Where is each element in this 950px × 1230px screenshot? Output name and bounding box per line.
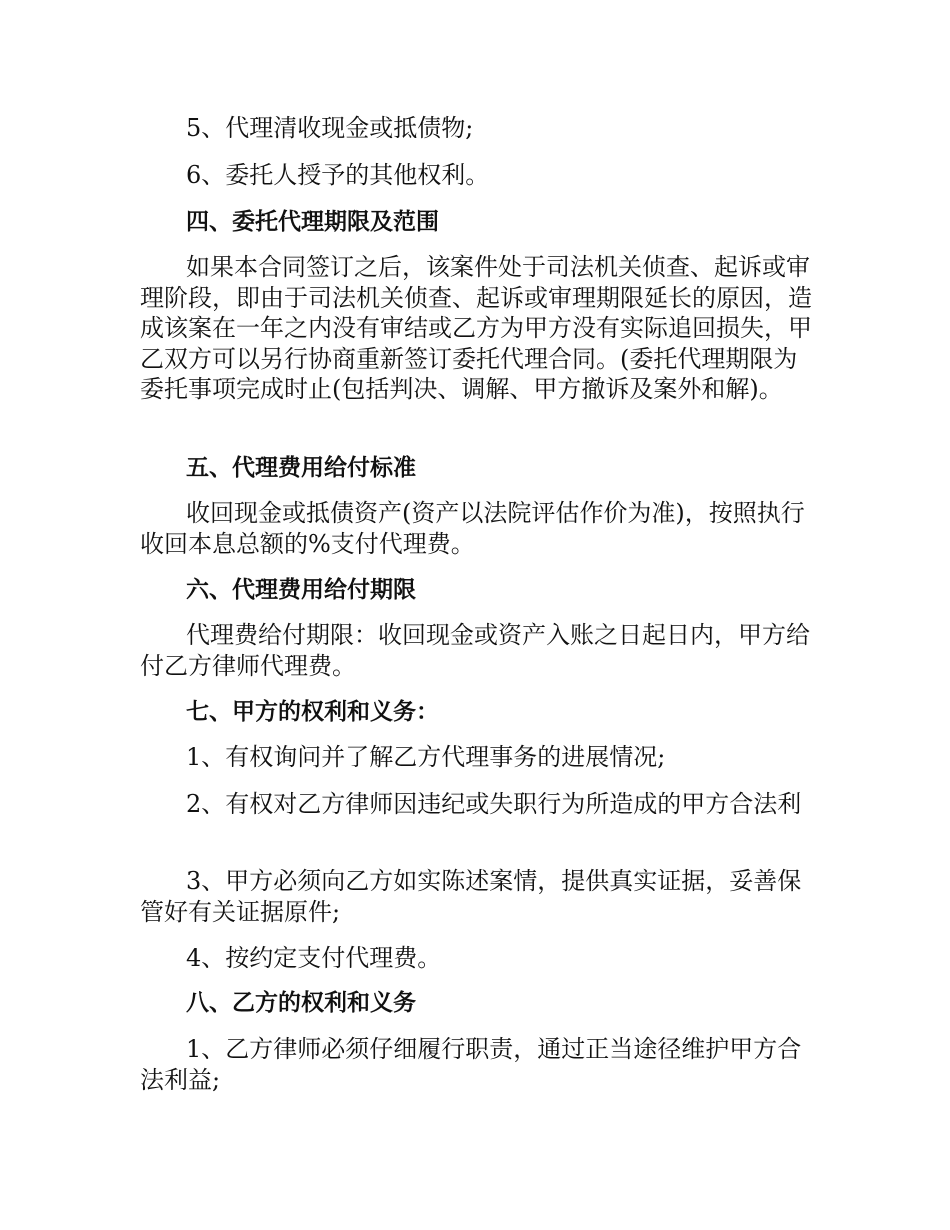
section-heading-8: 八、乙方的权利和义务 bbox=[186, 990, 416, 1016]
section-6-paragraph: 代理费给付期限：收回现金或资产入账之日起日内，甲方给付乙方律师代理费。 bbox=[140, 621, 810, 680]
section-heading-6: 六、代理费用给付期限 bbox=[186, 577, 416, 603]
section-7-item-4: 4、按约定支付代理费。 bbox=[186, 944, 442, 972]
section-4-paragraph: 如果本合同签订之后，该案件处于司法机关侦查、起诉或审理阶段，即由于司法机关侦查、起诉或审理期限延长的原因，造成该案在一年之内没有审结或乙方为甲方没有实际追回损失，甲乙双方可以另行协商重新签订委托代理合同。(委托代理期限为委托事项完成时止(包括判决、调解、甲方撤诉及案外和解)。 bbox=[140, 253, 812, 403]
section-7-item-2: 2、有权对乙方律师因违纪或失职行为所造成的甲方合法利 bbox=[186, 790, 802, 818]
section-7-item-1: 1、有权询问并了解乙方代理事务的进展情况; bbox=[186, 743, 666, 771]
section-5-paragraph: 收回现金或抵债资产(资产以法院评估作价为准)，按照执行收回本息总额的%支付代理费。 bbox=[140, 499, 805, 558]
section-heading-4: 四、委托代理期限及范围 bbox=[186, 209, 439, 235]
clause-item-6: 6、委托人授予的其他权利。 bbox=[186, 161, 490, 189]
section-8-item-1: 1、乙方律师必须仔细履行职责，通过正当途径维护甲方合法利益; bbox=[140, 1035, 802, 1094]
section-7-item-3: 3、甲方必须向乙方如实陈述案情，提供真实证据，妥善保管好有关证据原件; bbox=[140, 867, 802, 926]
section-heading-5: 五、代理费用给付标准 bbox=[186, 455, 416, 481]
section-heading-7: 七、甲方的权利和义务： bbox=[186, 699, 439, 725]
clause-item-5: 5、代理清收现金或抵债物; bbox=[186, 114, 474, 142]
